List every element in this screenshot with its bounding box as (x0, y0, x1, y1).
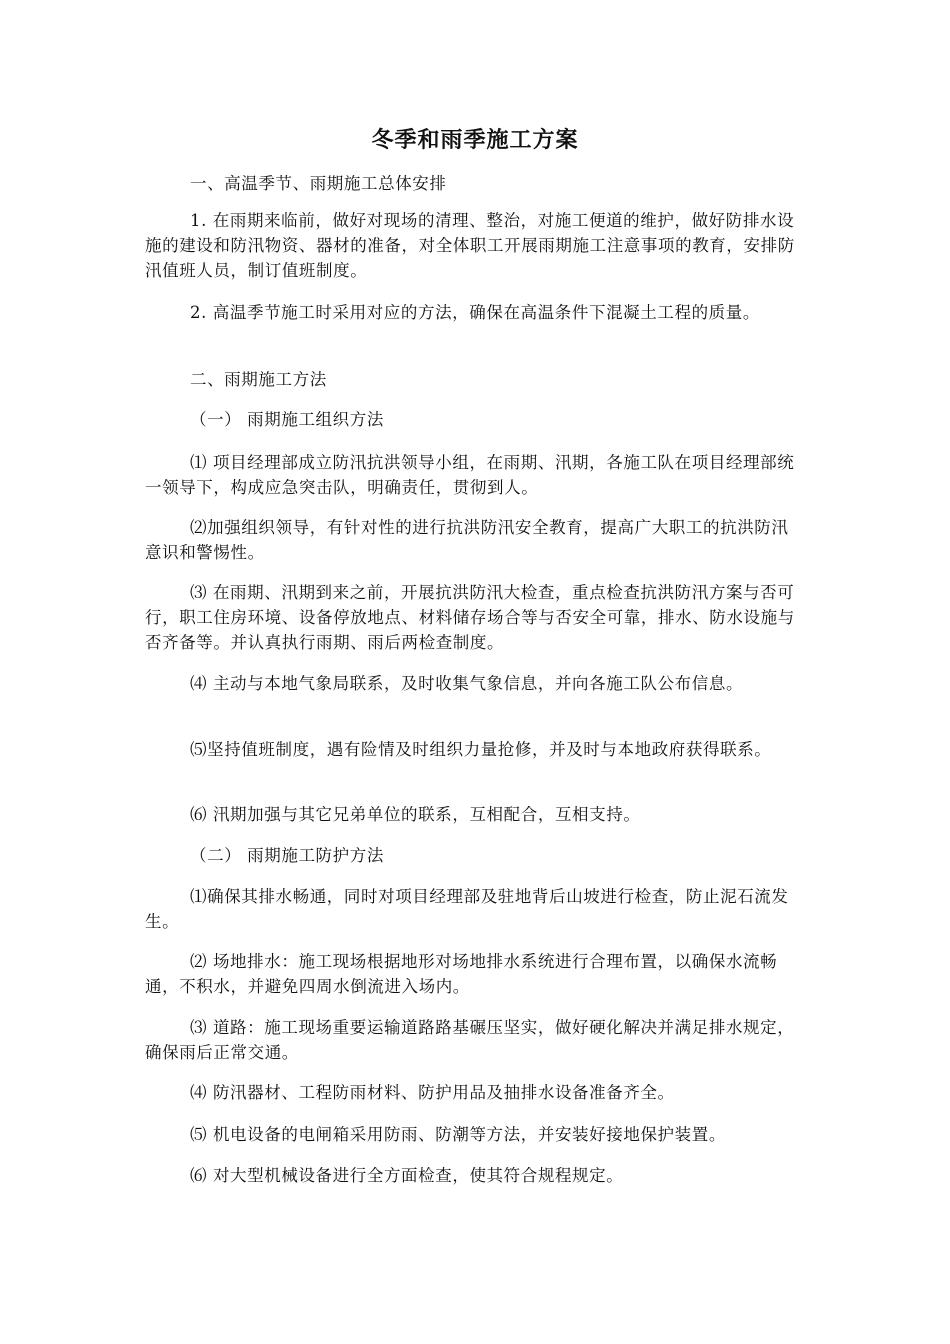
paragraph-14: ⑹ 对大型机械设备进行全方面检查，使其符合规程规定。 (190, 1166, 624, 1185)
paragraph-1: 1. 在雨期来临前，做好对现场的清理、整治，对施工便道的维护，做好防排水设施的建设和防汛物资、器材的准备，对全体职工开展雨期施工注意事项的教育，安排防汛值班人员，制订值班制度。 (145, 211, 795, 280)
paragraph-8: ⑹ 汛期加强与其它兄弟单位的联系，互相配合，互相支持。 (190, 805, 641, 824)
paragraph-6: ⑷ 主动与本地气象局联系，及时收集气象信息，并向各施工队公布信息。 (190, 674, 744, 693)
paragraph-7: ⑸坚持值班制度，遇有险情及时组织力量抢修，并及时与本地政府获得联系。 (190, 740, 772, 759)
document-title: 冬季和雨季施工方案 (371, 127, 579, 153)
subsection-heading-1: （一） 雨期施工组织方法 (190, 410, 384, 429)
section-heading-2: 二、雨期施工方法 (190, 370, 327, 389)
paragraph-11: ⑶ 道路：施工现场重要运输道路路基碾压坚实，做好硬化解决并满足排水规定，确保雨后正常交通。 (145, 1018, 795, 1062)
paragraph-12: ⑷ 防汛器材、工程防雨材料、防护用品及抽排水设备准备齐全。 (190, 1083, 675, 1102)
section-heading-1: 一、高温季节、雨期施工总体安排 (190, 174, 447, 193)
paragraph-5: ⑶ 在雨期、汛期到来之前，开展抗洪防汛大检查，重点检查抗洪防汛方案与否可行，职工住房环境、设备停放地点、材料储存场合等与否安全可靠，排水、防水设施与否齐备等。并认真执行雨期、雨后两检查制度。 (145, 583, 795, 652)
paragraph-13: ⑸ 机电设备的电闸箱采用防雨、防潮等方法，并安装好接地保护装置。 (190, 1125, 726, 1144)
paragraph-10: ⑵ 场地排水：施工现场根据地形对场地排水系统进行合理布置，以确保水流畅通，不积水，并避免四周水倒流进入场内。 (145, 952, 778, 996)
subsection-heading-2: （二） 雨期施工防护方法 (190, 846, 384, 865)
paragraph-4: ⑵加强组织领导，有针对性的进行抗洪防汛安全教育，提高广大职工的抗洪防汛意识和警惕性。 (145, 518, 789, 562)
paragraph-2: 2. 高温季节施工时采用对应的方法，确保在高温条件下混凝土工程的质量。 (190, 303, 760, 322)
paragraph-9: ⑴确保其排水畅通，同时对项目经理部及驻地背后山坡进行检查，防止泥石流发生。 (145, 887, 789, 931)
paragraph-3: ⑴ 项目经理部成立防汛抗洪领导小组，在雨期、汛期，各施工队在项目经理部统一领导下，构成应急突击队，明确责任，贯彻到人。 (145, 453, 795, 497)
